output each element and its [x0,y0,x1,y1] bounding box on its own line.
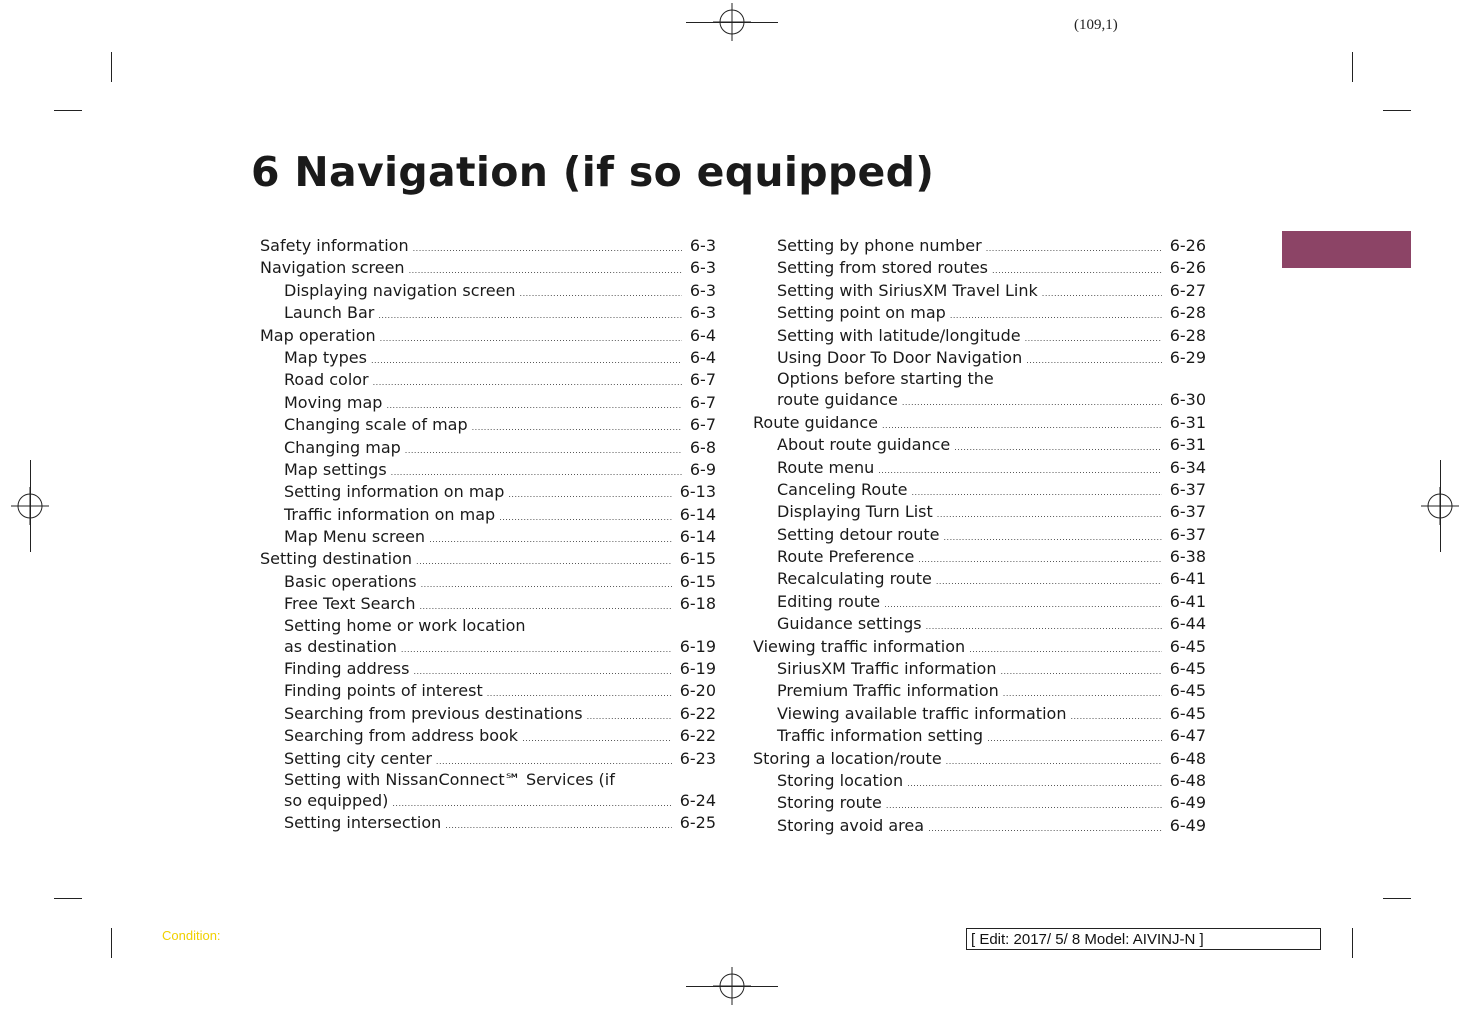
crop-mark [111,928,112,958]
toc-subsection-entry[interactable] [753,434,1206,456]
toc-entry-page: 6-38 [1169,547,1206,567]
crop-mark [54,898,82,899]
chapter-tab [1282,231,1411,268]
toc-entry-page: 6-31 [1169,412,1206,432]
toc-entry-label: Setting destination [260,549,413,569]
crop-mark [1383,898,1411,899]
toc-section-entry[interactable] [260,235,716,257]
toc-entry-page: 6-3 [689,258,716,278]
toc-entry-label: Setting detour route [777,524,940,544]
toc-entry-page: 6-37 [1169,524,1206,544]
toc-entry-label: Storing a location/route [753,748,942,768]
toc-entry-page: 6-24 [679,790,716,810]
toc-subsection-entry[interactable] [753,457,1206,479]
toc-entry-label: Searching from previous destinations [284,703,583,723]
toc-entry-label: Changing scale of map [284,415,468,435]
toc-right-column [753,235,1206,837]
toc-entry-page: 6-34 [1169,457,1206,477]
toc-entry-page: 6-49 [1169,793,1206,813]
toc-entry-label: Displaying navigation screen [284,280,516,300]
toc-subsection-entry[interactable] [753,302,1206,324]
toc-entry-page: 6-45 [1169,681,1206,701]
toc-entry-label: Map operation [260,325,376,345]
toc-entry-label: Storing route [777,793,882,813]
toc-subsection-entry[interactable] [753,703,1206,725]
crop-line [1440,460,1441,552]
toc-subsection-entry[interactable] [753,792,1206,814]
toc-section-entry[interactable] [753,748,1206,770]
toc-entry-page: 6-14 [679,504,716,524]
toc-entry-page: 6-44 [1169,614,1206,634]
toc-entry-label: Using Door To Door Navigation [777,347,1023,367]
toc-subsection-entry[interactable] [753,680,1206,702]
toc-entry-label: Premium Traffic information [777,681,999,701]
toc-entry-page: 6-30 [1169,390,1206,410]
toc-entry-label: Launch Bar [284,303,375,323]
crop-line [686,986,778,987]
toc-entry-label: Setting city center [284,748,432,768]
toc-entry-label: Navigation screen [260,258,405,278]
toc-entry-label: Searching from address book [284,726,519,746]
toc-subsection-entry[interactable] [753,235,1206,257]
toc-entry-page: 6-23 [679,748,716,768]
toc-entry-label: Canceling Route [777,479,908,499]
toc-entry-page: 6-37 [1169,502,1206,522]
crop-mark [1352,928,1353,958]
toc-entry-page: 6-28 [1169,303,1206,323]
toc-entry-page: 6-19 [679,636,716,656]
toc-entry-label: Traffic information setting [777,726,984,746]
toc-subsection-entry[interactable] [260,616,716,658]
toc-subsection-entry[interactable] [260,770,716,812]
toc-entry-label: Recalculating route [777,569,932,589]
toc-entry-label: Storing location [777,770,904,790]
toc-entry-page: 6-26 [1169,258,1206,278]
toc-subsection-entry[interactable] [753,591,1206,613]
toc-entry-label: Setting by phone number [777,236,982,255]
toc-entry-page: 6-7 [689,415,716,435]
toc-entry-page: 6-49 [1169,815,1206,835]
crop-mark [54,110,82,111]
toc-entry-page: 6-3 [689,236,716,255]
toc-entry-page: 6-18 [679,594,716,614]
toc-entry-page: 6-20 [679,681,716,701]
toc-subsection-entry[interactable] [260,369,716,391]
toc-entry-page: 6-15 [679,571,716,591]
crop-mark [1383,110,1411,111]
toc-subsection-entry[interactable] [260,748,716,770]
toc-subsection-entry[interactable] [753,546,1206,568]
toc-subsection-entry[interactable] [753,725,1206,747]
toc-entry-page: 6-3 [689,280,716,300]
toc-subsection-entry[interactable] [260,302,716,324]
toc-entry-page: 6-19 [679,659,716,679]
toc-entry-page: 6-3 [689,303,716,323]
toc-subsection-entry[interactable] [260,812,716,834]
toc-entry-label: Viewing available traffic information [777,703,1067,723]
toc-entry-page: 6-22 [679,726,716,746]
toc-subsection-entry[interactable] [260,280,716,302]
toc-entry-label: Basic operations [284,571,417,591]
toc-entry-label: so equipped) [284,790,389,810]
toc-entry-page: 6-8 [689,437,716,457]
toc-entry-label: Route menu [777,457,875,477]
toc-entry-label: Setting point on map [777,303,946,323]
toc-entry-label: Safety information [260,236,409,255]
toc-subsection-entry[interactable] [260,414,716,436]
toc-entry-page: 6-48 [1169,770,1206,790]
toc-entry-label: Finding points of interest [284,681,483,701]
edit-info-box: [ Edit: 2017/ 5/ 8 Model: AIVINJ-N ] [966,928,1321,950]
crop-line [30,460,31,552]
toc-subsection-entry[interactable] [260,504,716,526]
toc-subsection-entry[interactable] [753,257,1206,279]
toc-entry-label: Setting intersection [284,813,442,833]
toc-subsection-entry[interactable] [260,593,716,615]
toc-section-entry[interactable] [260,325,716,347]
toc-entry-label: Map Menu screen [284,527,426,547]
toc-subsection-entry[interactable] [260,725,716,747]
page-reference: (109,1) [1074,17,1118,33]
toc-subsection-entry[interactable] [260,526,716,548]
toc-entry-label: Viewing traffic information [753,636,966,656]
toc-entry-page: 6-45 [1169,703,1206,723]
dot-leader [445,815,671,837]
toc-entry-page: 6-9 [689,459,716,479]
toc-entry-page: 6-41 [1169,591,1206,611]
toc-subsection-entry[interactable] [753,280,1206,302]
toc-subsection-entry[interactable] [260,481,716,503]
toc-entry-label: Editing route [777,591,881,611]
toc-subsection-entry[interactable] [260,658,716,680]
toc-subsection-entry[interactable] [260,571,716,593]
toc-entry-page: 6-45 [1169,636,1206,656]
toc-entry-page: 6-26 [1169,236,1206,255]
toc-subsection-entry[interactable] [753,524,1206,546]
toc-entry-label: Setting with SiriusXM Travel Link [777,280,1038,300]
toc-subsection-entry[interactable] [260,392,716,414]
toc-entry-label: Map types [284,347,367,367]
toc-entry-label: Guidance settings [777,614,922,634]
toc-entry-page: 6-47 [1169,726,1206,746]
toc-entry-page: 6-29 [1169,347,1206,367]
toc-subsection-entry[interactable] [753,325,1206,347]
chapter-title: 6 Navigation (if so equipped) [251,148,935,196]
toc-entry-label: Road color [284,370,369,390]
toc-subsection-entry[interactable] [260,437,716,459]
toc-section-entry[interactable] [753,636,1206,658]
toc-section-entry[interactable] [260,548,716,570]
crop-line [686,22,778,23]
toc-entry-label: as destination [284,636,397,656]
toc-entry-label: Displaying Turn List [777,502,933,522]
toc-entry-page: 6-28 [1169,325,1206,345]
toc-entry-page: 6-37 [1169,479,1206,499]
toc-entry-page: 6-15 [679,549,716,569]
toc-subsection-entry[interactable] [753,658,1206,680]
toc-entry-page: 6-13 [679,482,716,502]
toc-entry-label: Storing avoid area [777,815,925,835]
condition-label: Condition: [162,928,221,943]
toc-subsection-entry[interactable] [753,369,1206,411]
toc-entry-page: 6-41 [1169,569,1206,589]
toc-entry-page: 6-4 [689,325,716,345]
toc-subsection-entry[interactable] [260,459,716,481]
toc-entry-label: Changing map [284,437,401,457]
toc-entry-label: SiriusXM Traffic information [777,659,997,679]
toc-entry-page: 6-31 [1169,435,1206,455]
toc-entry-label: Setting from stored routes [777,258,989,278]
toc-left-column [260,235,716,835]
toc-entry-page: 6-4 [689,347,716,367]
toc-section-entry[interactable] [260,257,716,279]
toc-entry-page: 6-45 [1169,659,1206,679]
toc-entry-label: Map settings [284,459,387,479]
toc-subsection-entry[interactable] [753,815,1206,837]
toc-entry-page: 6-25 [679,813,716,833]
toc-entry-label: Traffic information on map [284,504,496,524]
toc-entry-page: 6-7 [689,370,716,390]
toc-entry-label-line1: Setting with NissanConnect℠ Services (if [284,769,615,789]
toc-entry-page: 6-48 [1169,748,1206,768]
toc-entry-label: route guidance [777,390,898,410]
toc-entry-label: Finding address [284,659,410,679]
toc-subsection-entry[interactable] [753,613,1206,635]
dot-leader [928,818,1162,840]
toc-entry-label: Setting information on map [284,482,505,502]
toc-subsection-entry[interactable] [260,347,716,369]
toc-entry-label: Route Preference [777,547,915,567]
toc-entry-label: Free Text Search [284,594,416,614]
toc-subsection-entry[interactable] [753,568,1206,590]
crop-mark [1352,52,1353,82]
toc-entry-label: Moving map [284,392,383,412]
toc-subsection-entry[interactable] [260,680,716,702]
toc-entry-page: 6-14 [679,527,716,547]
toc-subsection-entry[interactable] [753,501,1206,523]
toc-entry-page: 6-27 [1169,280,1206,300]
toc-entry-label-line1: Setting home or work location [284,615,526,635]
toc-entry-label-line1: Options before starting the [777,369,994,389]
toc-entry-label: Route guidance [753,412,879,432]
toc-section-entry[interactable] [753,412,1206,434]
toc-entry-label: About route guidance [777,435,951,455]
toc-subsection-entry[interactable] [260,703,716,725]
toc-subsection-entry[interactable] [753,479,1206,501]
toc-subsection-entry[interactable] [753,770,1206,792]
toc-entry-label: Setting with latitude/longitude [777,325,1021,345]
crop-mark [111,52,112,82]
toc-subsection-entry[interactable] [753,347,1206,369]
toc-entry-page: 6-22 [679,703,716,723]
toc-entry-page: 6-7 [689,392,716,412]
